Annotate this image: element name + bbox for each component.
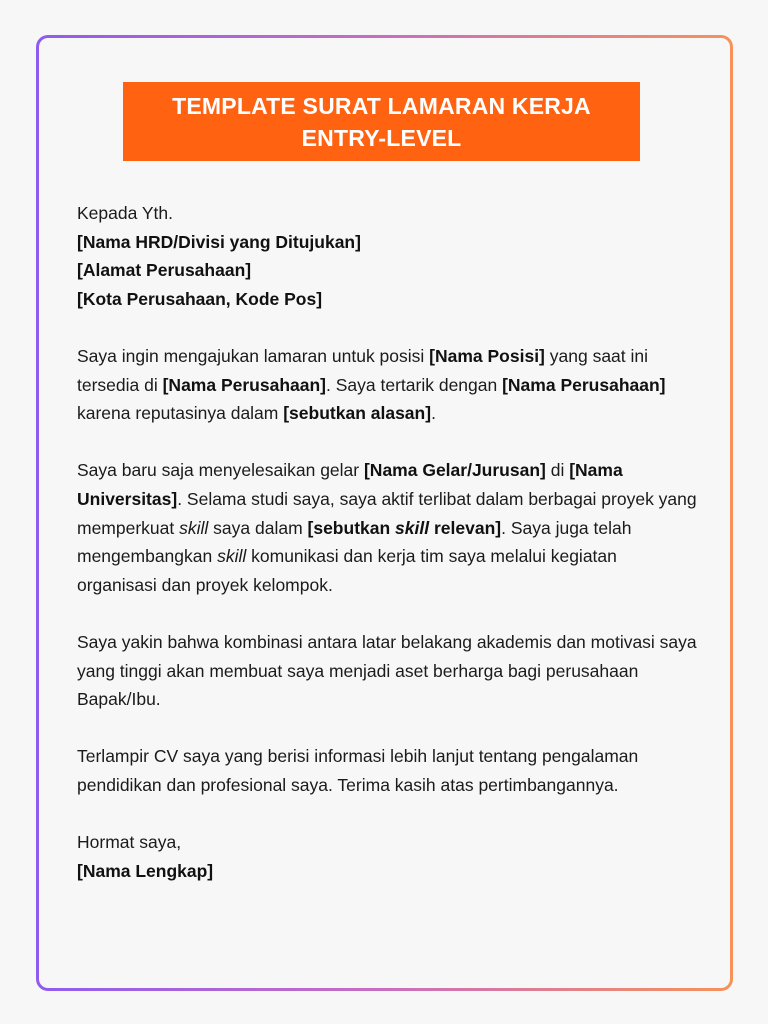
skill-term: skill — [179, 517, 209, 538]
paragraph-text: Saya baru saja menyelesaikan gelar — [77, 460, 364, 481]
skill-term: skill — [217, 546, 247, 567]
paragraph-text: komunikasi dan kerja tim saya melalui kegiatan organisasi dan proyek kelompok. — [77, 546, 617, 595]
skill-placeholder — [308, 518, 502, 538]
skill-placeholder-term: skill — [395, 517, 430, 538]
closing-block — [77, 828, 697, 885]
paragraph-text: . Saya juga telah mengembangkan — [77, 517, 632, 567]
paragraph-text: yang saat ini tersedia di — [77, 345, 649, 395]
degree-placeholder: [Nama Gelar/Jurusan] — [363, 460, 546, 481]
valediction: Hormat saya, — [77, 832, 182, 853]
title-line-2: ENTRY-LEVEL — [301, 124, 462, 151]
skill-placeholder-text: [sebutkan — [307, 517, 396, 538]
city-postcode-placeholder: [Kota Perusahaan, Kode Pos] — [77, 288, 323, 309]
skill-placeholder-text: relevan] — [429, 517, 502, 538]
letter-body — [77, 199, 697, 885]
company-name-placeholder: [Nama Perusahaan] — [502, 374, 666, 395]
title-line-1: TEMPLATE SURAT LAMARAN KERJA — [172, 92, 591, 119]
paragraph-text: . Saya tertarik dengan — [326, 374, 503, 395]
paragraph-text: karena reputasinya dalam — [77, 403, 284, 424]
paragraph-text: saya dalam — [208, 517, 308, 538]
paragraph-text: Saya ingin mengajukan lamaran untuk posisi — [77, 345, 430, 366]
company-address-placeholder: [Alamat Perusahaan] — [77, 260, 252, 281]
salutation: Kepada Yth. — [77, 203, 174, 223]
paragraph-education — [77, 456, 697, 599]
title-banner — [123, 82, 640, 161]
paragraph-text: . Selama studi saya, saya aktif terlibat dalam berbagai proyek yang memperkuat — [77, 488, 697, 538]
address-block — [77, 199, 697, 313]
university-placeholder: [Nama Universitas] — [77, 460, 623, 509]
company-name-placeholder: [Nama Perusahaan] — [162, 374, 327, 395]
paragraph-motivation: Saya yakin bahwa kombinasi antara latar belakang akademis dan motivasi saya yang tinggi akan membuat saya menjadi aset berharga bagi perusahaan Bapak/Ibu. — [77, 631, 697, 710]
reason-placeholder: [sebutkan alasan] — [283, 403, 432, 424]
recipient-placeholder: [Nama HRD/Divisi yang Ditujukan] — [77, 231, 361, 252]
paragraph-text: . — [431, 403, 436, 424]
paragraph-position — [77, 342, 697, 428]
paragraph-text: di — [545, 460, 570, 481]
position-placeholder: [Nama Posisi] — [429, 345, 545, 366]
full-name-placeholder: [Nama Lengkap] — [77, 860, 214, 881]
paragraph-attachment: Terlampir CV saya yang berisi informasi lebih lanjut tentang pengalaman pendidikan dan profesional saya. Terima kasih atas pertimbangannya. — [77, 746, 639, 795]
